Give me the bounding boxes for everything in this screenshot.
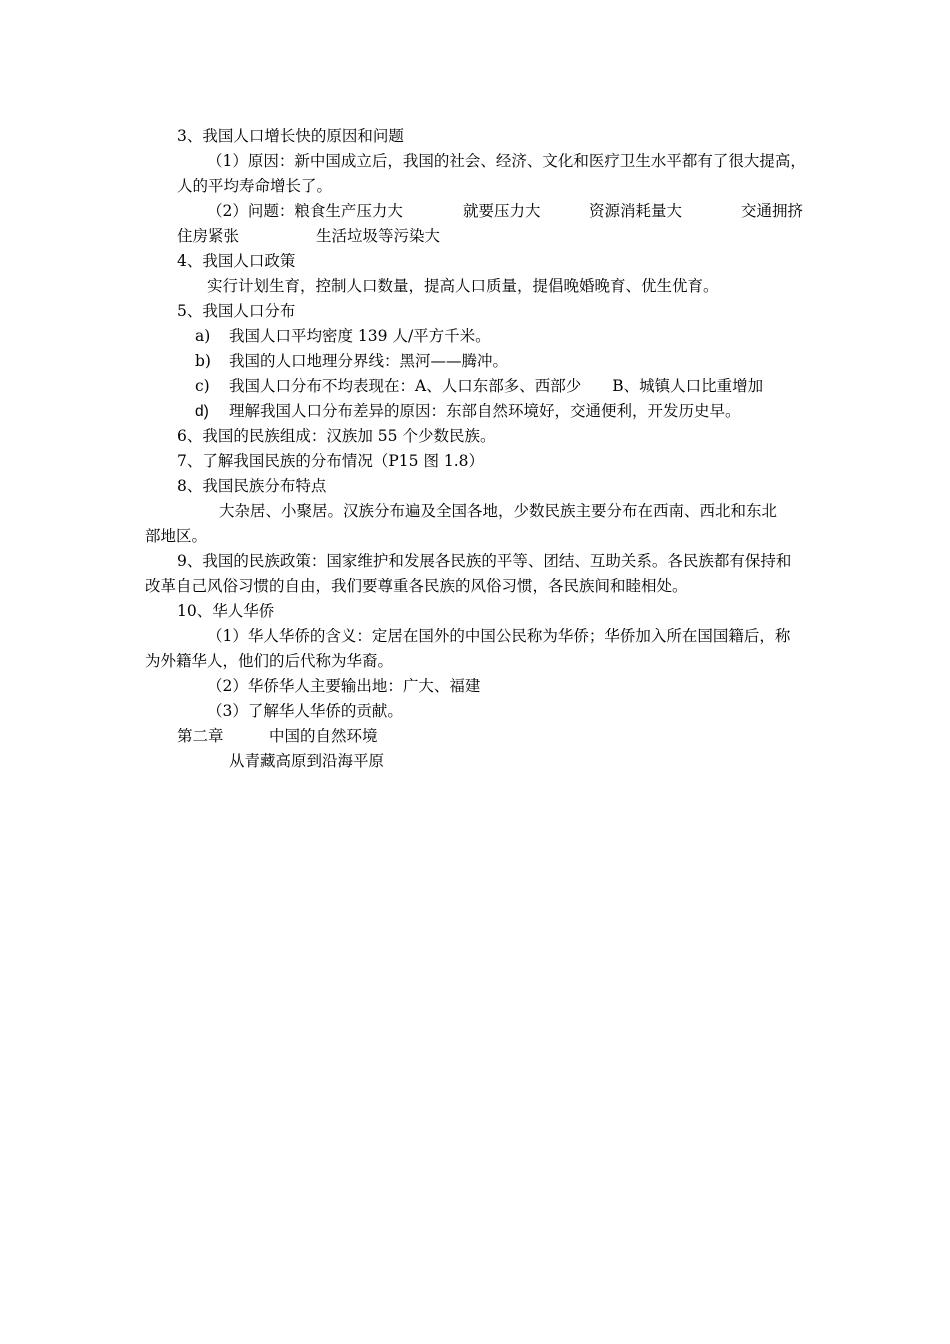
chapter-title: 中国的自然环境 [269, 727, 378, 745]
paragraph-3-1-line-1 [207, 151, 807, 171]
paragraph-8-line-1: 大杂居、小聚居。汉族分布遍及全国各地，少数民族主要分布在西南、西北和东北 [219, 502, 778, 520]
paragraph-10-3: （3）了解华人华侨的贡献。 [207, 702, 403, 720]
section-title: 从青藏高原到沿海平原 [229, 752, 385, 770]
list-item-d [195, 401, 741, 422]
heading-4: 4、我国人口政策 [177, 252, 296, 270]
heading-3: 3、我国人口增长快的原因和问题 [177, 127, 404, 145]
list-item-text: 我国人口分布不均表现在：A、人口东部多、西部少 B、城镇人口比重增加 [229, 377, 764, 395]
paragraph-10-1-line-2: 为外籍华人，他们的后代称为华裔。 [145, 652, 394, 670]
heading-7: 7、了解我国民族的分布情况（P15 图 1.8） [177, 452, 485, 470]
paragraph-3-1-text: （1）原因：新中国成立后，我国的社会、经济、文化和医疗卫生水平都有了很大提高， [207, 152, 806, 170]
list-marker: d) [195, 403, 209, 420]
list-item-c [195, 376, 763, 396]
list-item-text: 理解我国人口分布差异的原因：东部自然环境好，交通便利，开发历史早。 [229, 402, 741, 420]
paragraph-4: 实行计划生育，控制人口数量，提高人口质量，提倡晚婚晚育、优生优育。 [207, 277, 719, 295]
paragraph-3-1-line-2: 人的平均寿命增长了。 [177, 177, 333, 195]
paragraph-9-line-2: 改革自己风俗习惯的自由，我们要尊重各民族的风俗习惯，各民族间和睦相处。 [145, 577, 688, 595]
heading-5: 5、我国人口分布 [177, 302, 296, 320]
heading-6: 6、我国的民族组成：汉族加 55 个少数民族。 [177, 427, 496, 445]
problem-item-2: 就要压力大 [463, 202, 541, 220]
list-item-a [195, 326, 491, 346]
problem-item-4: 交通拥挤 [741, 202, 804, 220]
problem-item-5: 住房紧张 [177, 227, 240, 245]
paragraph-8-line-2: 部地区。 [145, 527, 208, 545]
chapter-label: 第二章 [177, 727, 224, 745]
list-marker: b) [195, 352, 211, 370]
problem-item-1: （2）问题：粮食生产压力大 [207, 202, 403, 220]
paragraph-10-2: （2）华侨华人主要输出地：广大、福建 [207, 677, 481, 695]
heading-10: 10、华人华侨 [177, 602, 275, 620]
list-item-b [195, 351, 508, 371]
list-marker: a) [195, 327, 211, 345]
list-item-text: 我国的人口地理分界线：黑河——腾冲。 [229, 352, 509, 370]
problem-item-3: 资源消耗量大 [589, 202, 683, 220]
list-marker: c) [195, 377, 210, 395]
heading-8: 8、我国民族分布特点 [177, 477, 327, 495]
paragraph-10-1-line-1: （1）华人华侨的含义：定居在国外的中国公民称为华侨；华侨加入所在国国籍后，称 [207, 627, 791, 645]
problem-item-6: 生活垃圾等污染大 [316, 227, 441, 245]
paragraph-9-line-1: 9、我国的民族政策：国家维护和发展各民族的平等、团结、互助关系。各民族都有保持和 [177, 552, 792, 570]
list-item-text: 我国人口平均密度 139 人/平方千米。 [229, 327, 491, 345]
